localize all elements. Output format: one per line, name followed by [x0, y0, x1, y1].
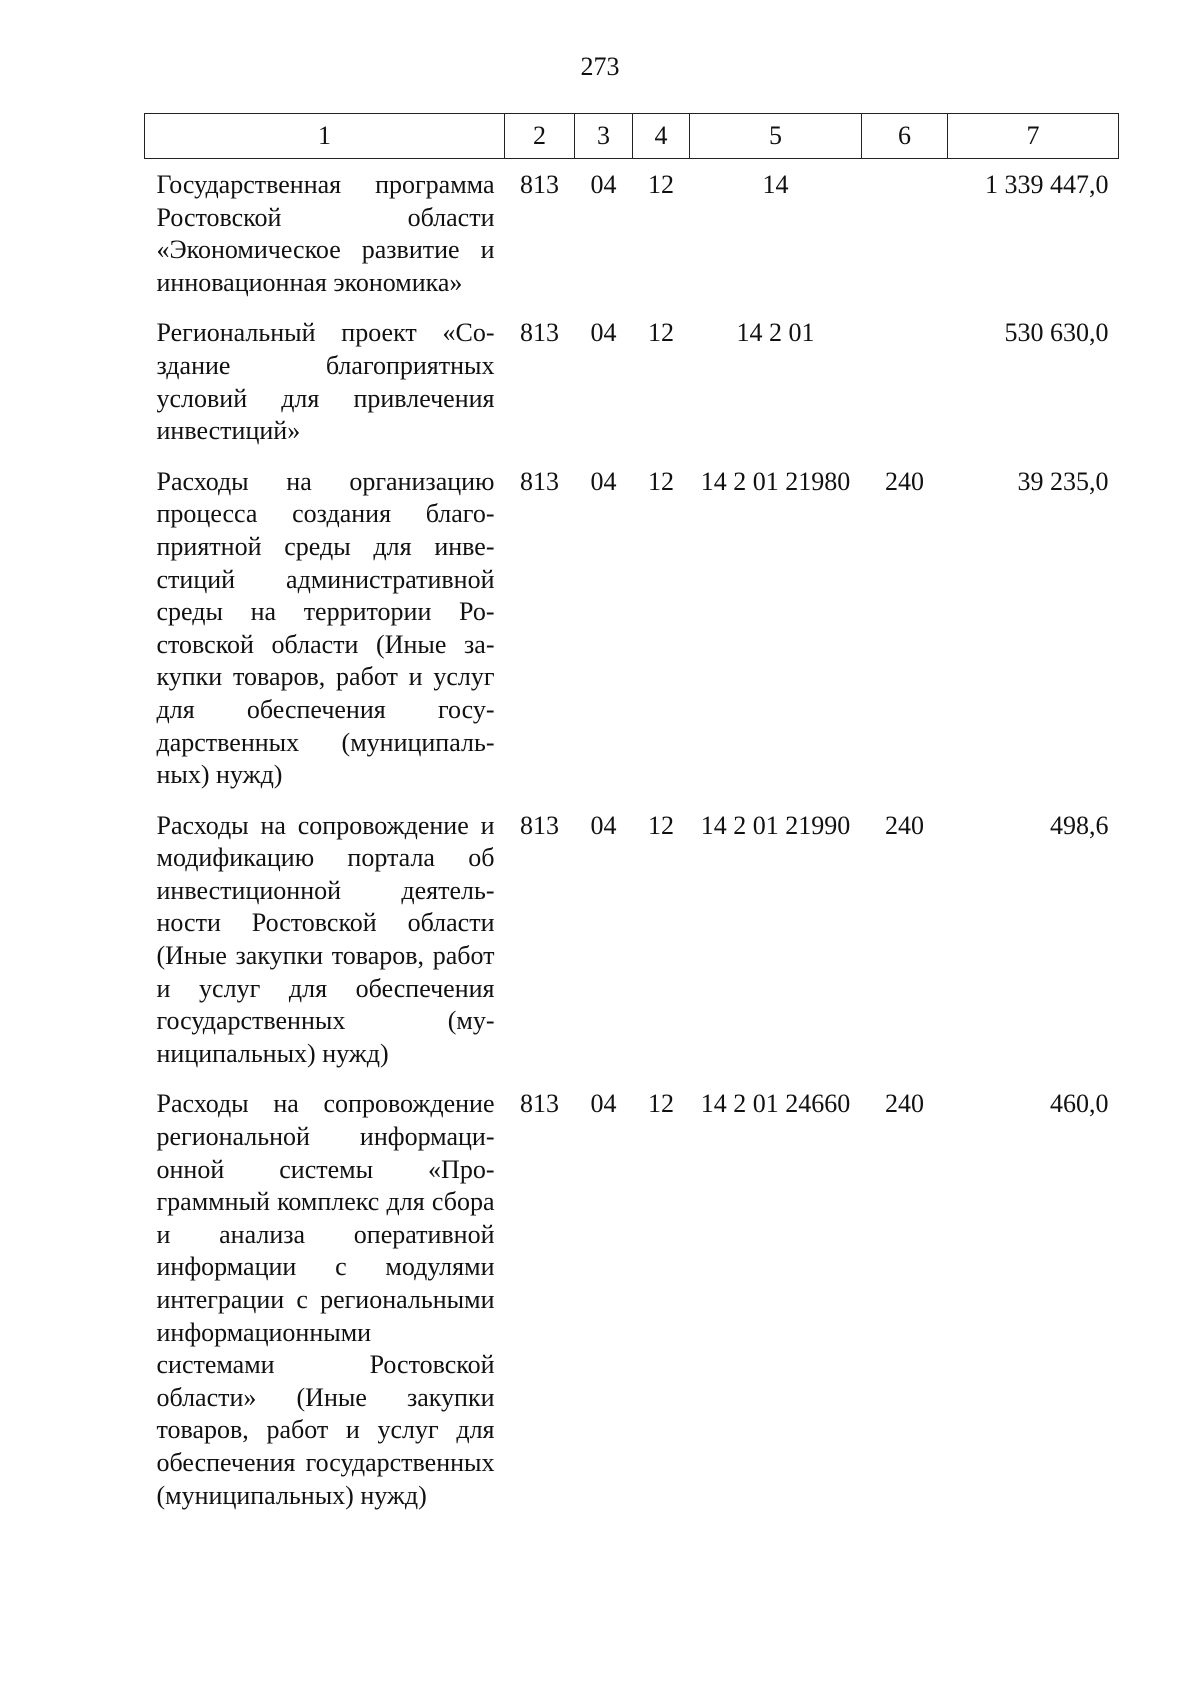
row-col-3: 04	[590, 466, 617, 496]
row-col-2: 813	[520, 810, 559, 840]
row-col-5: 14	[762, 170, 789, 199]
table-header	[145, 114, 1119, 159]
header-row	[145, 114, 1119, 159]
table-row	[145, 159, 1119, 308]
row-col-6: 240	[885, 810, 924, 840]
row-col-5: 14 2 01 21990	[700, 810, 851, 840]
page-number: 273	[580, 52, 620, 81]
header-col-2: 2	[505, 114, 575, 159]
table-row	[145, 307, 1119, 455]
row-description: Региональный проект «Создание благоприятных условий для привлечения инвестиций»	[156, 318, 495, 446]
row-col-5: 14 2 01	[736, 318, 815, 348]
row-description: Государственная программа Ростовской области «Экономическое развитие и инновационная экономика»	[156, 170, 495, 297]
row-col-6	[862, 307, 948, 455]
row-col-6: 240	[885, 1089, 924, 1119]
row-col-4: 12	[648, 810, 674, 840]
row-description: Расходы на сопровождение региональной информационной системы «Программный комплекс для сбора и анализа оперативной информации с модулями интеграции с региональными информационными системами Ростовской области» (Иные закупки товаров, работ и услуг для обеспечения государственных (муниципальных) нужд)	[156, 1089, 495, 1510]
row-col-3: 04	[590, 170, 617, 199]
row-col-3: 04	[590, 810, 617, 840]
row-amount: 39 235,0	[1017, 466, 1109, 496]
header-col-3: 3	[575, 114, 633, 159]
row-description: Расходы на организацию процесса создания благоприятной среды для инвестиций административной среды на территории Ростовской области (Иные закупки товаров, работ и услуг для обеспечения государственных (муниципальных) нужд)	[156, 466, 495, 790]
row-amount: 1 339 447,0	[985, 170, 1109, 199]
table-row	[145, 800, 1119, 1079]
header-col-1: 1	[145, 114, 505, 159]
row-col-2: 813	[520, 170, 559, 199]
row-description: Расходы на сопровождение и модификацию портала об инвестиционной деятельности Ростовской области (Иные закупки товаров, работ и услуг для обеспечения государственных (муниципальных) нужд)	[156, 810, 495, 1068]
row-col-2: 813	[520, 466, 559, 496]
row-col-4: 12	[648, 1089, 674, 1119]
row-col-2: 813	[520, 1089, 559, 1119]
table-body	[145, 159, 1119, 1521]
header-col-5: 5	[690, 114, 862, 159]
row-col-6	[862, 159, 948, 308]
row-col-5: 14 2 01 21980	[700, 466, 851, 496]
row-col-3: 04	[590, 1089, 617, 1119]
header-col-6: 6	[862, 114, 948, 159]
row-amount: 498,6	[1050, 810, 1109, 840]
table-row	[145, 456, 1119, 800]
row-col-4: 12	[648, 466, 674, 496]
row-amount: 530 630,0	[1004, 318, 1109, 348]
header-col-4: 4	[633, 114, 690, 159]
row-col-2: 813	[520, 318, 559, 348]
row-col-4: 12	[648, 318, 674, 348]
row-col-5: 14 2 01 24660	[700, 1089, 851, 1119]
budget-table	[144, 113, 1119, 1520]
row-col-6: 240	[885, 466, 924, 496]
row-amount: 460,0	[1050, 1089, 1109, 1119]
table-row	[145, 1078, 1119, 1520]
header-col-7: 7	[948, 114, 1119, 159]
row-col-4: 12	[648, 170, 674, 199]
row-col-3: 04	[590, 318, 617, 348]
